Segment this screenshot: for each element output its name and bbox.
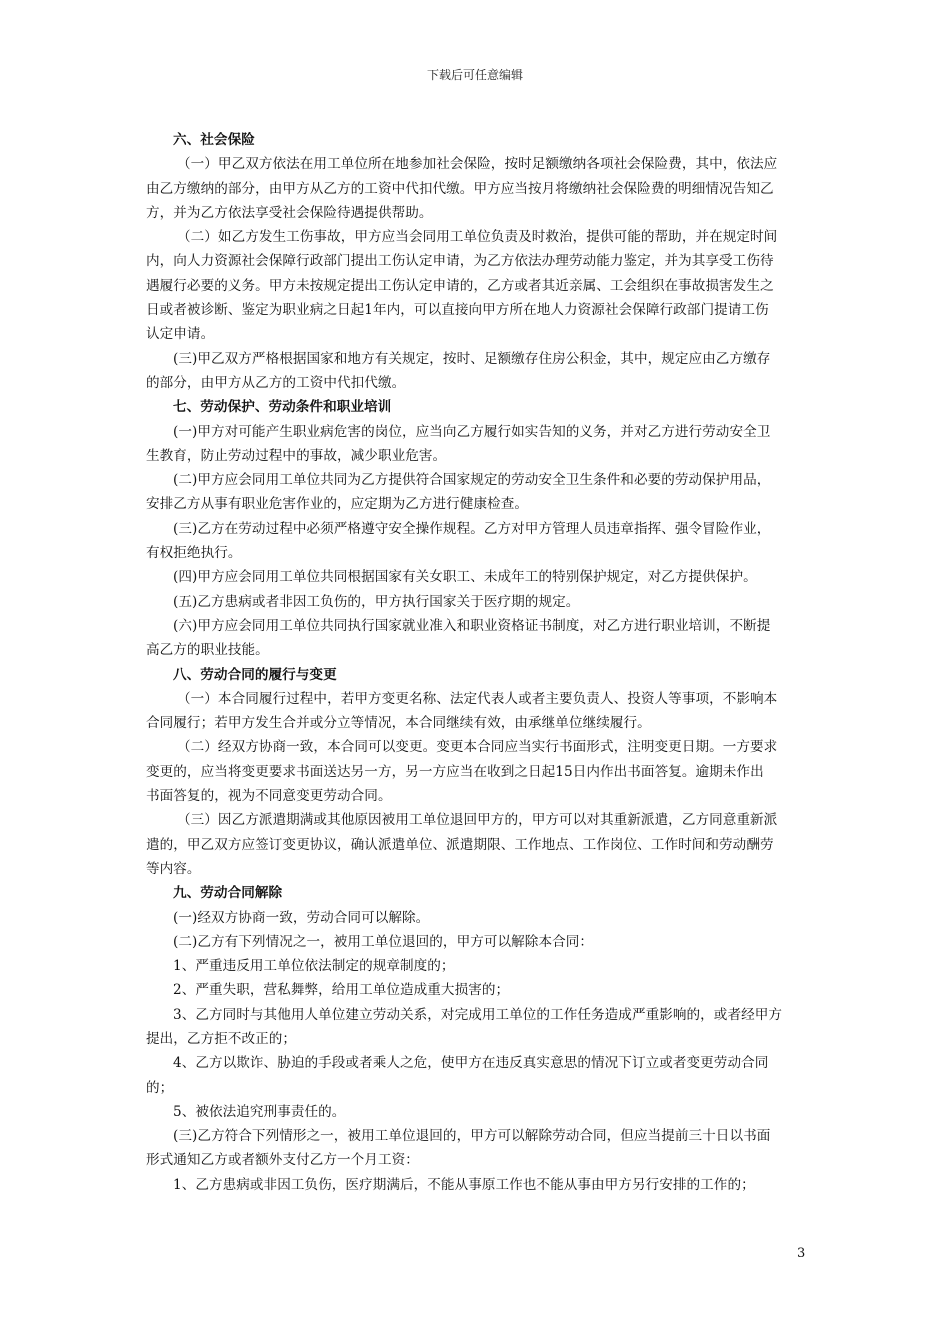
paragraph-line: （一）甲乙双方依法在用工单位所在地参加社会保险，按时足额缴纳各项社会保险费，其中，依法应 (177, 156, 778, 173)
paragraph-line: 生教育，防止劳动过程中的事故，减少职业危害。 (146, 447, 447, 464)
paragraph-line: (二)乙方有下列情况之一，被用工单位退回的，甲方可以解除本合同： (173, 933, 594, 950)
paragraph-line: （三）因乙方派遣期满或其他原因被用工单位退回甲方的，甲方可以对其重新派遣，乙方同意重新派 (177, 812, 778, 829)
paragraph-line: 等内容。 (146, 860, 201, 877)
paragraph-line: (六)甲方应会同用工单位共同执行国家就业准入和职业资格证书制度，对乙方进行职业培训，不断提 (173, 617, 771, 634)
paragraph-line: （二）如乙方发生工伤事故，甲方应当会同用工单位负责及时救治，提供可能的帮助，并在规定时间 (177, 229, 778, 246)
paragraph-line: 1、严重违反用工单位依法制定的规章制度的； (173, 958, 455, 975)
paragraph-line: 4、乙方以欺诈、胁迫的手段或者乘人之危，使甲方在违反真实意思的情况下订立或者变更劳动合同 (173, 1055, 769, 1072)
paragraph-line: 变更的，应当将变更要求书面送达另一方，另一方应当在收到之日起15日内作出书面答复。逾期未作出 (146, 763, 764, 780)
paragraph-line: 安排乙方从事有职业危害作业的，应定期为乙方进行健康检查。 (146, 496, 529, 513)
paragraph-line: (四)甲方应会同用工单位共同根据国家有关女职工、未成年工的特别保护规定，对乙方提供保护。 (173, 569, 757, 586)
paragraph-line: (一)甲方对可能产生职业病危害的岗位，应当向乙方履行如实告知的义务，并对乙方进行劳动安全卫 (173, 423, 771, 440)
section-heading: 九、劳动合同解除 (173, 885, 283, 902)
paragraph-line: 有权拒绝执行。 (146, 545, 242, 562)
paragraph-line: 由乙方缴纳的部分，由甲方从乙方的工资中代扣代缴。甲方应当按月将缴纳社会保险费的明细情况告知乙 (146, 180, 774, 197)
document-body (146, 128, 807, 1197)
paragraph-line: 日或者被诊断、鉴定为职业病之日起1年内，可以直接向甲方所在地人力资源社会保障行政部门提请工伤 (146, 302, 769, 319)
paragraph-line: (二)甲方应会同用工单位共同为乙方提供符合国家规定的劳动安全卫生条件和必要的劳动保护用品， (173, 472, 771, 489)
paragraph-line: 认定申请。 (146, 326, 215, 343)
paragraph-line: （一）本合同履行过程中，若甲方变更名称、法定代表人或者主要负责人、投资人等事项，不影响本 (177, 690, 778, 707)
paragraph-line: 高乙方的职业技能。 (146, 642, 269, 659)
section-heading: 八、劳动合同的履行与变更 (173, 666, 337, 683)
paragraph-line: 的； (146, 1079, 174, 1096)
paragraph-line: 合同履行；若甲方发生合并或分立等情况，本合同继续有效，由承继单位继续履行。 (146, 715, 651, 732)
paragraph-line: (三)乙方符合下列情形之一，被用工单位退回的，甲方可以解除劳动合同，但应当提前三十日以书面 (173, 1128, 771, 1145)
paragraph-line: 形式通知乙方或者额外支付乙方一个月工资： (146, 1152, 419, 1169)
paragraph-line: 2、严重失职，营私舞弊，给用工单位造成重大损害的； (173, 982, 510, 999)
paragraph-line: 遣的，甲乙双方应签订变更协议，确认派遣单位、派遣期限、工作地点、工作岗位、工作时间和劳动酬劳 (146, 836, 774, 853)
paragraph-line: 的部分，由甲方从乙方的工资中代扣代缴。 (146, 374, 406, 391)
paragraph-line: 5、被依法追究刑事责任的。 (173, 1103, 346, 1120)
paragraph-line: (五)乙方患病或者非因工负伤的，甲方执行国家关于医疗期的规定。 (173, 593, 580, 610)
paragraph-line: 提出，乙方拒不改正的； (146, 1030, 297, 1047)
paragraph-line: 方，并为乙方依法享受社会保险待遇提供帮助。 (146, 204, 433, 221)
section-heading: 七、劳动保护、劳动条件和职业培训 (173, 399, 392, 416)
paragraph-line: (一)经双方协商一致，劳动合同可以解除。 (173, 909, 430, 926)
section-heading: 六、社会保险 (173, 132, 255, 148)
paragraph-line: 3、乙方同时与其他用人单位建立劳动关系，对完成用工单位的工作任务造成严重影响的，或者经甲方 (173, 1006, 783, 1023)
paragraph-line: (三)乙方在劳动过程中必须严格遵守安全操作规程。乙方对甲方管理人员违章指挥、强令冒险作业， (173, 520, 771, 537)
page-number: 3 (797, 1246, 806, 1261)
paragraph-line: 书面答复的，视为不同意变更劳动合同。 (146, 788, 392, 805)
paragraph-line: 1、乙方患病或非因工负伤，医疗期满后，不能从事原工作也不能从事由甲方另行安排的工作的； (173, 1176, 755, 1193)
paragraph-line: （二）经双方协商一致，本合同可以变更。变更本合同应当实行书面形式，注明变更日期。一方要求 (177, 739, 778, 756)
paragraph-line: (三)甲乙双方严格根据国家和地方有关规定，按时、足额缴存住房公积金，其中，规定应由乙方缴存 (173, 350, 771, 367)
paragraph-line: 遇履行必要的义务。甲方未按规定提出工伤认定申请的，乙方或者其近亲属、工会组织在事故损害发生之 (146, 277, 774, 294)
page-header: 下载后可任意编辑 (426, 68, 523, 82)
paragraph-line: 内，向人力资源社会保障行政部门提出工伤认定申请，为乙方依法办理劳动能力鉴定，并为其享受工伤待 (146, 253, 774, 270)
